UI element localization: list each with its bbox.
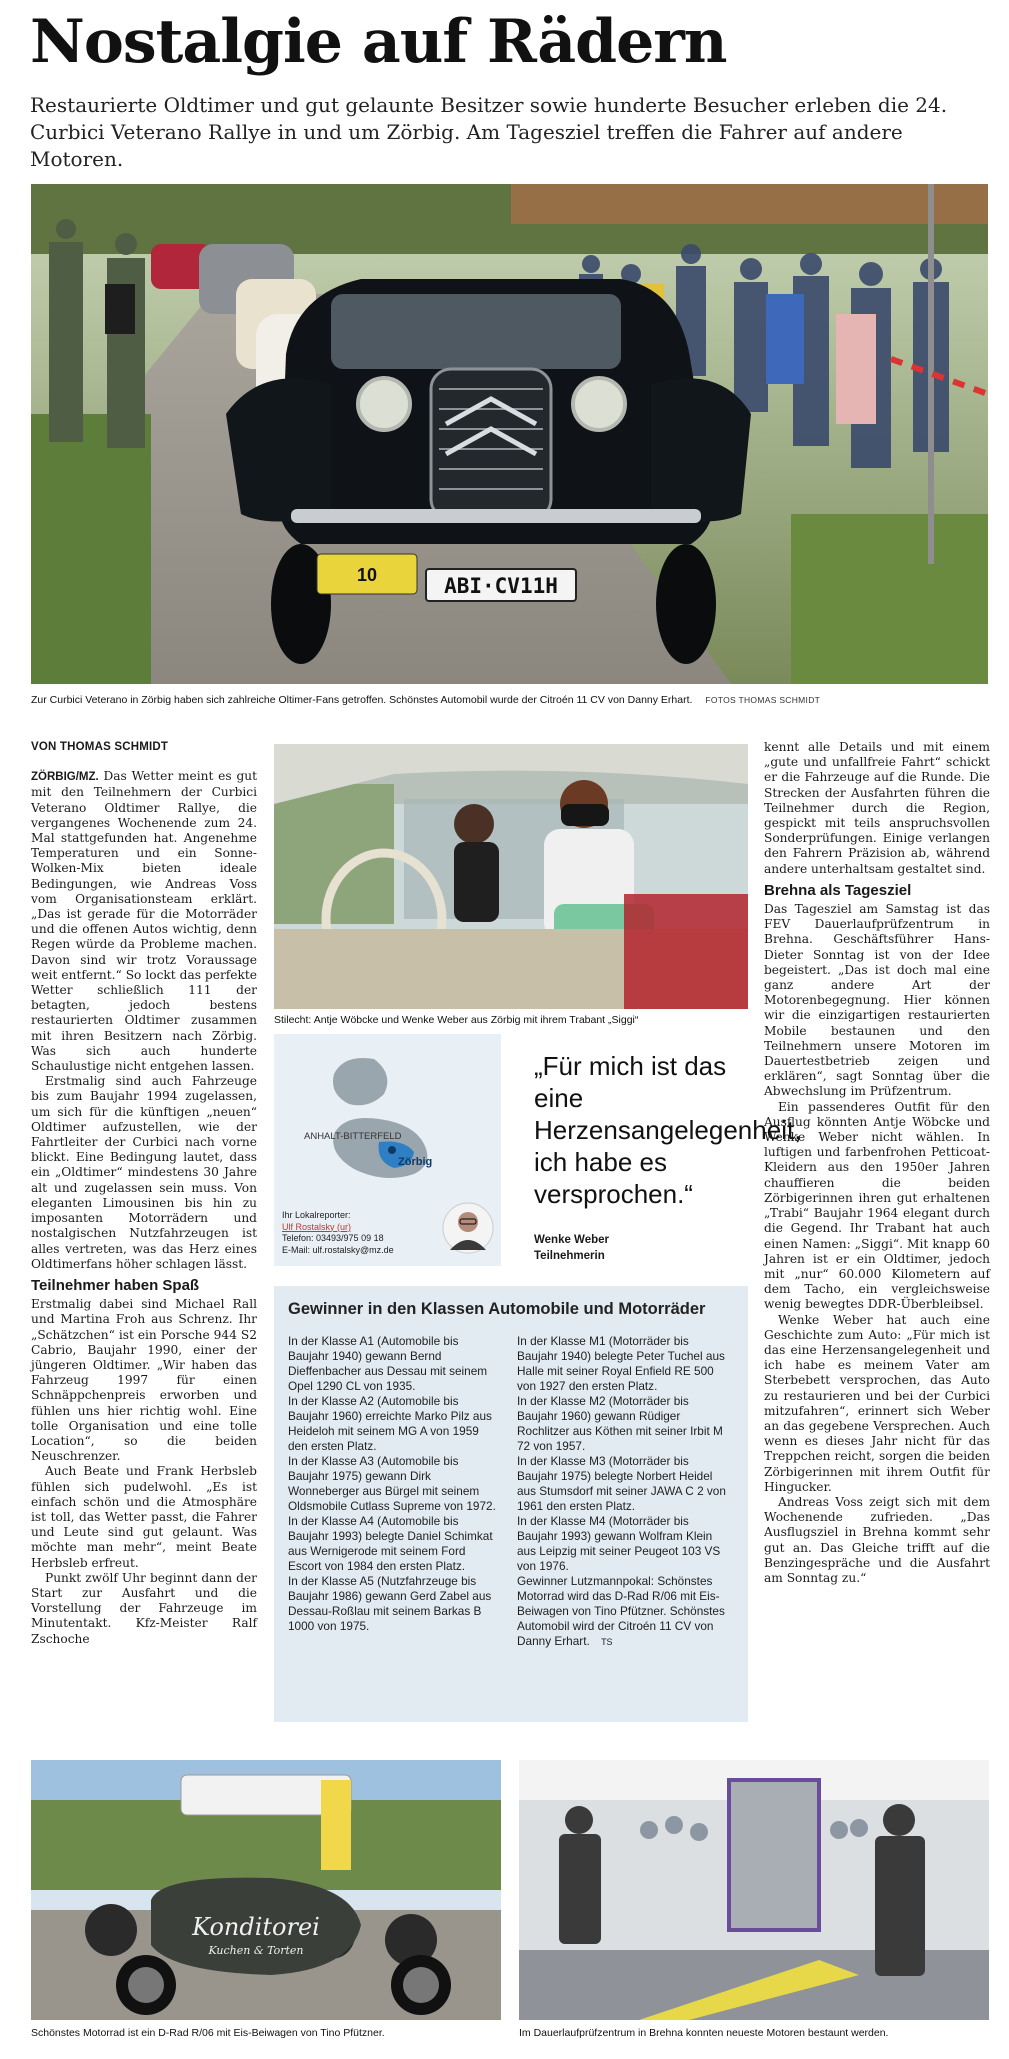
reporter-phone: Telefon: 03493/975 09 18 bbox=[282, 1233, 384, 1243]
winner-a1: In der Klasse A1 (Automobile bis Baujahr 1940) gewann Bernd Dieffenbacher aus Dessau mit seinem Opel 1290 CL von 1935. bbox=[288, 1334, 488, 1393]
winners-right-column bbox=[517, 1334, 727, 1650]
winner-a2: In der Klasse A2 (Automobile bis Baujahr 1960) erreichte Marko Pilz aus Heideloh mit seinem MG A von 1959 den ersten Platz. bbox=[288, 1394, 492, 1453]
trabant-photo-illustration bbox=[274, 744, 748, 1009]
zoerbig-marker-icon bbox=[388, 1146, 396, 1154]
winner-lutzmannpokal: Gewinner Lutzmannpokal: Schönstes Motorrad wird das D-Rad R/06 mit Eis-Beiwagen von Tino Pfützner. Schönstes Automobil wird der Citroén 11 CV von Danny Erhart. TS bbox=[517, 1574, 725, 1648]
subheadline: Restaurierte Oldtimer und gut gelaunte Besitzer sowie hunderte Besucher erleben die 24. Curbici Veterano Rallye in und um Zörbig. Am Tagesziel treffen die Fahrer auf andere Motoren. bbox=[30, 93, 948, 171]
col1-heading: Teilnehmer haben Spaß bbox=[31, 1276, 200, 1294]
col3-paragraph-4: Wenke Weber hat auch eine Geschichte zum Auto: „Für mich ist das eine Herzensangelegenheit und ich habe es meinem Vater am Sterbebett versprochen, das Auto zu restaurieren und bei der Curbici mitzufahren“, erinnert sich Weber an das gegebene Versprechen. Auch wenn es dieses Jahr nicht für das Treppchen reicht, sorgen die beiden Zörbigerinnen mit ihrem Outfit für Hingucker. bbox=[764, 1312, 990, 1494]
region-infobox bbox=[274, 1034, 501, 1266]
winners-left-column bbox=[288, 1334, 498, 1634]
main-photo-illustration bbox=[31, 184, 988, 684]
winner-a3: In der Klasse A3 (Automobile bis Baujahr 1975) gewann Dirk Wonneberger aus Bürgel mit seinem Oldsmobile Cutlass Supreme von 1972. bbox=[288, 1454, 496, 1513]
winner-m1: In der Klasse M1 (Motorräder bis Baujahr 1940) belegte Peter Tuchel aus Halle mit seiner Royal Enfield RE 500 von 1927 den ersten Platz. bbox=[517, 1334, 725, 1393]
main-photo bbox=[31, 184, 988, 684]
pull-quote-text: „Für mich ist das eine Herzensangelegenheit, ich habe es versprochen.“ bbox=[534, 1051, 802, 1209]
winner-m3: In der Klasse M3 (Motorräder bis Baujahr 1975) belegte Norbert Heidel aus Stumsdorf mit seiner JAWA C 2 von 1961 den ersten Platz. bbox=[517, 1454, 726, 1513]
reporter-portrait-icon bbox=[442, 1202, 494, 1254]
col1-paragraph-2: Erstmalig sind auch Fahrzeuge bis zum Baujahr 1994 zugelassen, um sich für die künftigen „neuen“ Oldtimer aufzustellen, wie der Fahrtleiter der Curbici nach vorne blickt. Eine Bedingung lautet, dass ein „Oldtimer“ mindestens 30 Jahre alt und zugelassen sein muss. Von eleganten Limousinen bis hin zu imposanten Motorrädern und nostalgischen Nutzfahrzeugen ist alles vertreten, was das Herz eines Oldtimerfans höher schlagen lässt. bbox=[31, 1074, 257, 1271]
center-photo-caption: Stilecht: Antje Wöbcke und Wenke Weber aus Zörbig mit ihrem Trabant „Siggi“ bbox=[274, 1014, 639, 1026]
col3-paragraph-1: kennt alle Details und mit einem „gute und unfallfreie Fahrt“ schickt er die Fahrzeuge auf die Runde. Die Strecken der Ausfahrten führen die Teilnehmer durch die Region, gespickt mit teils anspruchsvollen Sonderprüfungen. Einige verlangen den Fahrern Präzision ab, während andere unterhaltsam gestaltet sind. bbox=[764, 740, 990, 876]
col1-paragraph-1: ZÖRBIG/MZ. Das Wetter meint es gut mit den Teilnehmern der Curbici Veterano Oldtimer Rallye, die vergangenes Wochenende zum 24. Mal stattgefunden hat. Angenehme Temperaturen und ein Sonne-Wolken-Mix bieten ideale Bedingungen, wie Andreas Voss vom Organisationsteam erklärt. „Das ist gerade für die Motorräder und die offenen Autos wichtig, denn Regen würde da Probleme machen. Davon sind wir trotz Voraussage weit entfernt.“ So lockt das perfekte Wetter schließlich 111 der betagten, jedoch bestens restaurierten Oldtimer zusammen mit ihren Besitzern nach Zörbig. Was sich auch hunderte Schaulustige nicht entgehen lassen. bbox=[31, 769, 257, 1074]
pull-quote-attribution bbox=[534, 1232, 749, 1264]
reporter-label: Ihr Lokalreporter: bbox=[282, 1210, 351, 1220]
winners-title: Gewinner in den Klassen Automobile und Motorräder bbox=[288, 1300, 706, 1318]
col1-paragraph-5: Punkt zwölf Uhr beginnt dann der Start zur Ausfahrt und die Vorstellung der Fahrzeuge im Minutentakt. Kfz-Meister Ralf Zschoche bbox=[31, 1570, 257, 1646]
region-map bbox=[274, 1034, 501, 1204]
col3-heading: Brehna als Tagesziel bbox=[764, 881, 912, 899]
bottom-right-caption: Im Dauerlaufprüfzentrum in Brehna konnten neueste Motoren bestaunt werden. bbox=[519, 2027, 889, 2039]
byline: VON THOMAS SCHMIDT bbox=[31, 741, 169, 753]
rally-plate-number: 10 bbox=[356, 565, 378, 585]
license-plate: ABI·CV11H bbox=[444, 574, 558, 598]
col3-paragraph-5: Andreas Voss zeigt sich mit dem Wochenende zufrieden. „Das Ausflugsziel in Brehna kommt sehr gut an. Das Gleiche trifft auf die Benzingespräche und die Ausfahrt am Sonntag zu.“ bbox=[764, 1494, 990, 1585]
column-3 bbox=[764, 740, 990, 1586]
col3-paragraph-3: Ein passenderes Outfit für den Ausflug könnten Antje Wöbcke und Wenke Weber nicht wählen. In luftigen und farbenfrohen Petticoat-Kleidern aus den 1950er Jahren chauffieren die beiden Zörbigerinnen ihren gut erhaltenen „Trabi“ Baujahr 1964 elegant durch die Gegend. Ihr Trabant hat auch einen Namen: „Siggi“. Mit knapp 60 Jahren ist er ein Oldtimer, jedoch mit „nur“ 60.000 Kilometern auf dem Tacho, ein vergleichsweise wenig bewegtes DDR-Überbleibsel. bbox=[764, 1099, 990, 1312]
konditorei-sign: Konditorei bbox=[192, 1913, 320, 1941]
main-photo-caption bbox=[31, 694, 991, 707]
reporter-block bbox=[282, 1210, 394, 1256]
col3-paragraph-2: Das Tagesziel am Samstag ist das FEV Dauerlaufprüfzentrum in Brehna. Geschäftsführer Hans-Dieter Sonntag ist von der Idee begeistert. „Das ist doch mal eine ganz andere Art der Motorenbegegnung. Hier können wir die einzigartigen restaurierten Mobile bestaunen und den Teilnehmern unsere Motoren im Dauertestbetrieb zeigen und erklären“, sagt Sonntag über die Abwechslung im Prüfzentrum. bbox=[764, 902, 990, 1099]
winner-m4: In der Klasse M4 (Motorräder bis Baujahr 1993) gewann Wolfram Klein aus Leipzig mit seiner Peugeot 103 VS von 1976. bbox=[517, 1514, 721, 1573]
col1-paragraph-4: Auch Beate und Frank Herbsleb fühlen sich pudelwohl. „Es ist einfach schön und die Atmosphäre ist toll, das Wetter passt, die Fahrer und Leute sind gut gelaunt. Was möchte man mehr“, meint Beate Herbsleb erfreut. bbox=[31, 1464, 257, 1570]
reporter-name[interactable]: Ulf Rostalsky (ur) bbox=[282, 1221, 352, 1232]
pull-quote bbox=[534, 1050, 802, 1264]
center-photo bbox=[274, 744, 748, 1009]
column-1 bbox=[31, 740, 257, 1647]
bottom-right-photo bbox=[519, 1760, 989, 2020]
motorcycle-photo-illustration bbox=[31, 1760, 501, 2020]
bottom-left-caption: Schönstes Motorrad ist ein D-Rad R/06 mit Eis-Beiwagen von Tino Pfützner. bbox=[31, 2027, 385, 2039]
bottom-left-photo bbox=[31, 1760, 501, 2020]
dateline: ZÖRBIG/MZ. bbox=[31, 771, 99, 784]
konditorei-sign-sub: Kuchen & Torten bbox=[208, 1944, 304, 1957]
reporter-email[interactable]: E-Mail: ulf.rostalsky@mz.de bbox=[282, 1244, 394, 1255]
winner-a4: In der Klasse A4 (Automobile bis Baujahr 1993) belegte Daniel Schimkat aus Wernigerode mit seinem Ford Escort von 1984 den ersten Platz. bbox=[288, 1514, 493, 1573]
photo-credit: FOTOS THOMAS SCHMIDT bbox=[705, 695, 821, 705]
winner-m2: In der Klasse M2 (Motorräder bis Baujahr 1960) gewann Rüdiger Rochlitzer aus Köthen mit seiner Irbit M 72 von 1957. bbox=[517, 1394, 723, 1453]
col1-paragraph-3: Erstmalig dabei sind Michael Rall und Martina Froh aus Schrenz. Ihr „Schätzchen“ ist ein Porsche 944 S2 Cabrio, Baujahr 1990, einer der jüngeren Oldtimer. „Wir haben das Fahrzeug 1997 für einen Schnäppchenpreis erworben und fühlen uns hier richtig wohl. Eine tolle Organisation und eine tolle Location“, so die beiden Neuschrenzer. bbox=[31, 1297, 257, 1464]
pull-quote-role: Teilnehmerin bbox=[534, 1250, 605, 1262]
test-center-photo-illustration bbox=[519, 1760, 989, 2020]
winners-sign: TS bbox=[601, 1637, 613, 1647]
winners-box bbox=[274, 1286, 748, 1722]
headline: Nostalgie auf Rädern bbox=[30, 7, 727, 77]
winner-a5: In der Klasse A5 (Nutzfahrzeuge bis Baujahr 1986) gewann Gerd Zabel aus Dessau-Roßlau mit seinem Barkas B 1000 von 1975. bbox=[288, 1574, 492, 1633]
pull-quote-name: Wenke Weber bbox=[534, 1234, 609, 1246]
region-label: ANHALT-BITTERFELD bbox=[304, 1131, 402, 1142]
town-label: Zörbig bbox=[398, 1156, 433, 1168]
main-photo-caption-text: Zur Curbici Veterano in Zörbig haben sich zahlreiche Oltimer-Fans getroffen. Schönstes Automobil wurde der Citroén 11 CV von Danny Erhart. bbox=[31, 694, 693, 706]
